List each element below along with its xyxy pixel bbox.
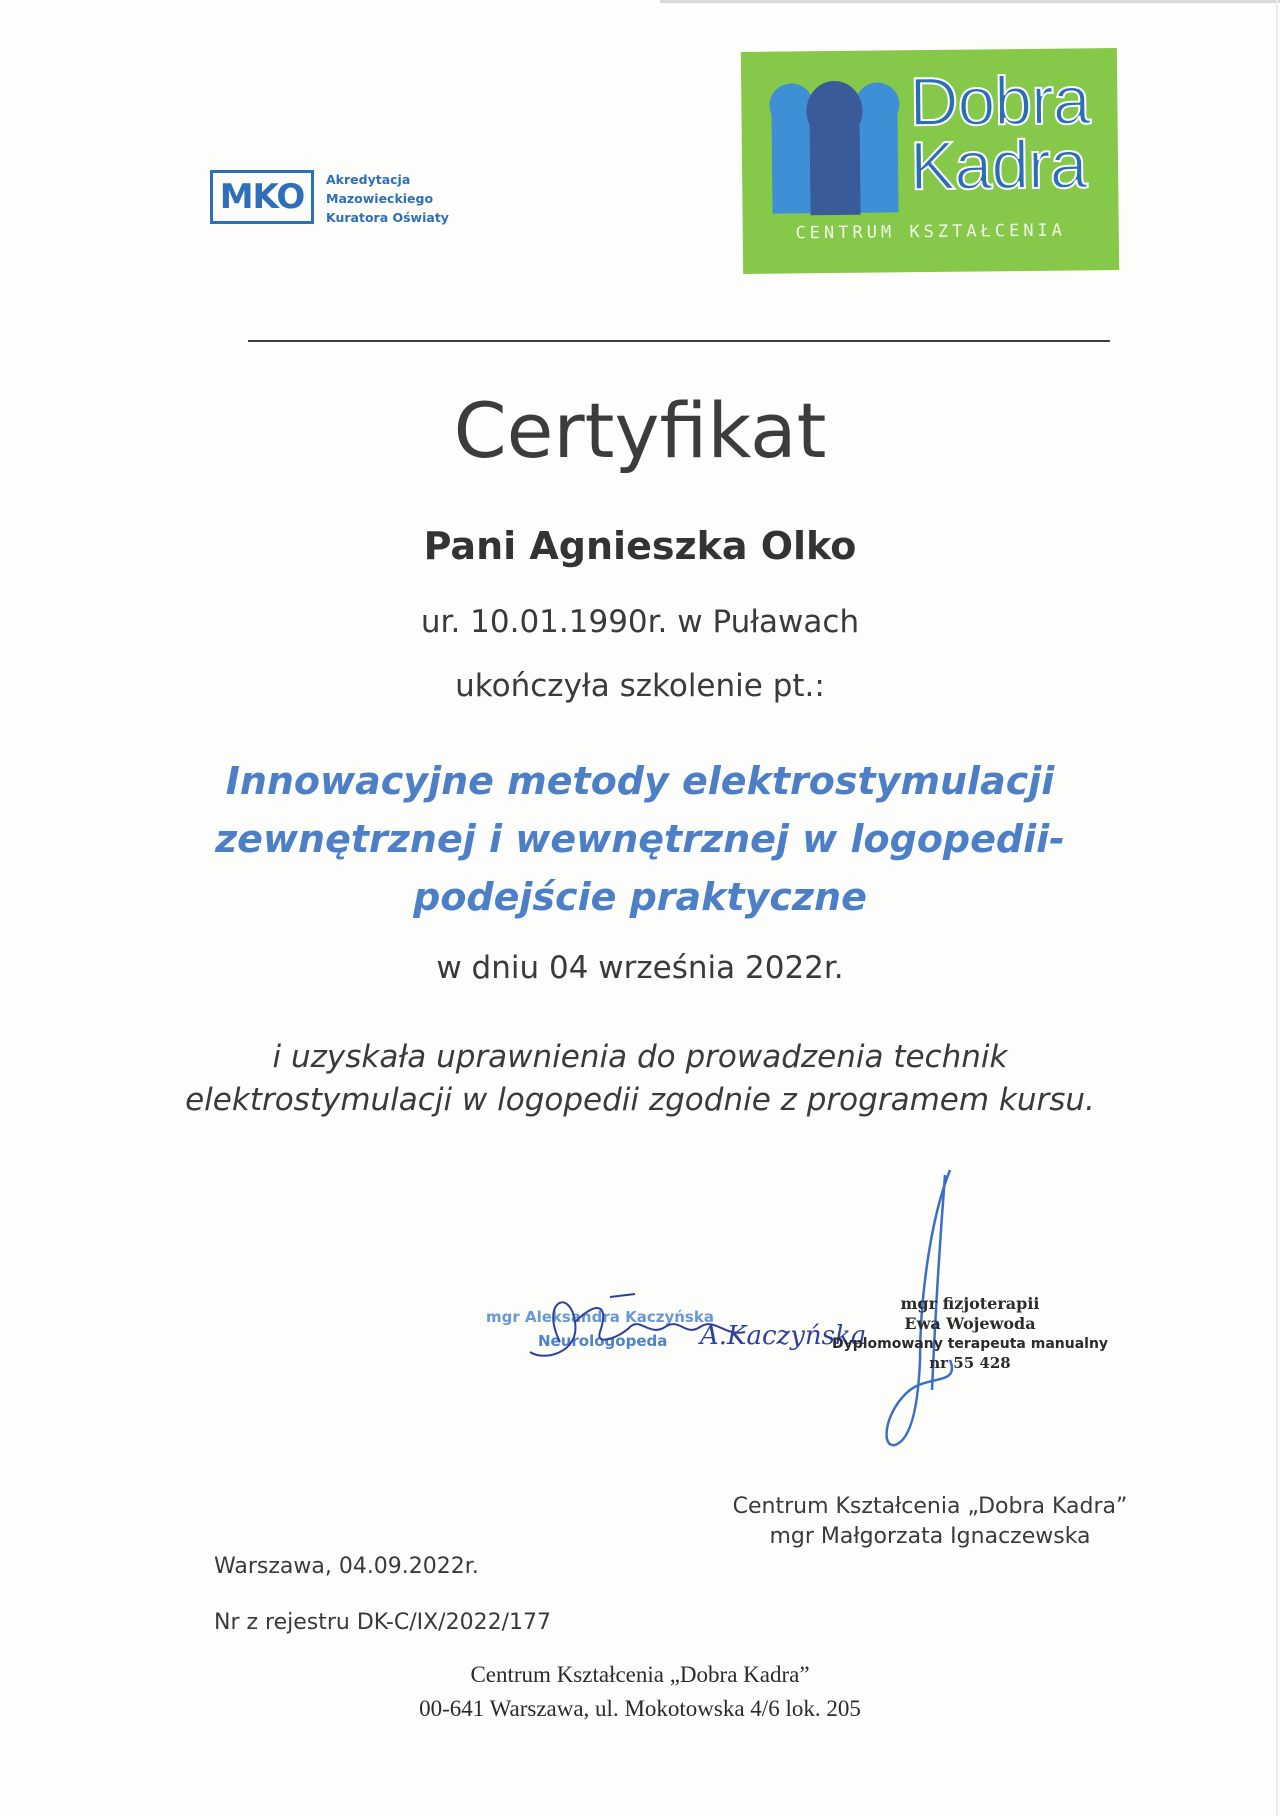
stamp-name: mgr Aleksandra Kaczyńska <box>486 1308 714 1326</box>
stamp-role: Dyplomowany terapeuta manualny <box>831 1336 1109 1352</box>
header-divider <box>248 340 1110 342</box>
scan-edge-top <box>660 0 1280 3</box>
signature-kaczynska <box>500 1282 867 1372</box>
course-title-line: zewnętrznej i wewnętrznej w logopedii- <box>215 817 1065 861</box>
accreditation-line: Akredytacja <box>326 172 411 187</box>
accreditation-line: Mazowieckiego <box>326 191 434 206</box>
svg-text:A.Kaczyńska: A.Kaczyńska <box>700 1321 867 1351</box>
certificate-title: Certyfikat <box>453 386 827 475</box>
rights-text <box>0 1036 1280 1122</box>
rights-line: elektrostymulacji w logopedii zgodnie z programem kursu. <box>185 1082 1095 1118</box>
footer-address-line: 00-641 Warszawa, ul. Mokotowska 4/6 lok. 205 <box>419 1696 861 1721</box>
stamp-number: nr 55 428 <box>929 1354 1011 1372</box>
brand-title-line2: Kadra <box>909 126 1087 205</box>
place-date: Warszawa, 04.09.2022r. <box>214 1554 479 1579</box>
recipient-name: Pani Agnieszka Olko <box>423 524 857 568</box>
accreditation-text <box>326 170 449 227</box>
people-icon <box>769 74 900 215</box>
brand-subtitle: CENTRUM KSZTAŁCENIA <box>795 220 1067 244</box>
footer-address <box>0 1658 1280 1726</box>
completed-text: ukończyła szkolenie pt.: <box>455 668 825 704</box>
course-title <box>0 752 1280 926</box>
mko-logo <box>210 170 314 224</box>
accreditation-line: Kuratora Oświaty <box>326 210 449 225</box>
rights-line: i uzyskała uprawnienia do prowadzenia technik <box>272 1039 1008 1075</box>
issuer-name: Centrum Kształcenia „Dobra Kadra” <box>732 1494 1128 1519</box>
issuer-block <box>640 1492 1220 1552</box>
mko-logo-text: MKO <box>219 177 305 217</box>
course-title-line: Innowacyjne metody elektrostymulacji <box>225 759 1055 803</box>
footer-org: Centrum Kształcenia „Dobra Kadra” <box>470 1662 810 1687</box>
brand-title-line1: Dobra <box>908 62 1090 141</box>
brand-title <box>908 62 1091 205</box>
registry-number: Nr z rejestru DK-C/IX/2022/177 <box>214 1610 551 1635</box>
stamp-degree: mgr fizjoterapii <box>900 1294 1040 1313</box>
stamp-fizjoterapia <box>820 1294 1120 1384</box>
birth-info: ur. 10.01.1990r. w Puławach <box>420 604 860 640</box>
stamp-role: Neurologopeda <box>538 1332 668 1350</box>
stamp-name: Ewa Wojewoda <box>904 1314 1036 1333</box>
dobra-kadra-logo <box>741 48 1119 274</box>
issuer-person: mgr Małgorzata Ignaczewska <box>769 1524 1091 1549</box>
course-date: w dniu 04 września 2022r. <box>436 950 844 986</box>
course-title-line: podejście praktyczne <box>413 875 867 919</box>
